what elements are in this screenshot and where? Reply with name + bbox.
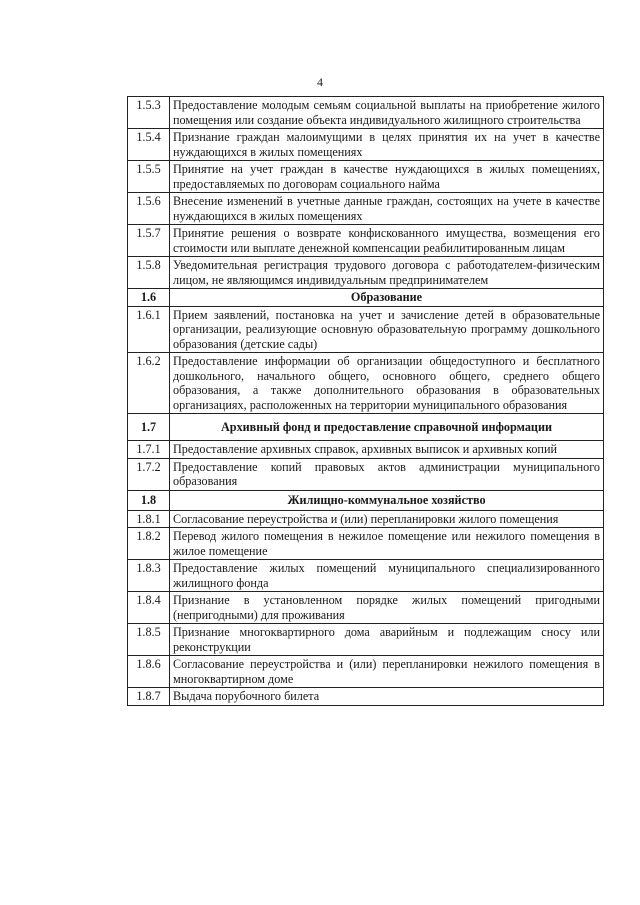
row-number: 1.7.2 xyxy=(128,458,170,490)
table-row xyxy=(128,624,604,656)
row-number: 1.8.3 xyxy=(128,560,170,592)
section-title: Образование xyxy=(170,289,604,307)
row-text: Согласование переустройства и (или) перепланировки жилого помещения xyxy=(170,510,604,528)
row-text: Признание граждан малоимущими в целях принятия их на учет в качестве нуждающихся в жилых помещениях xyxy=(170,129,604,161)
table-row xyxy=(128,656,604,688)
section-number: 1.7 xyxy=(128,414,170,441)
row-number: 1.5.8 xyxy=(128,257,170,289)
row-number: 1.8.6 xyxy=(128,656,170,688)
table-row xyxy=(128,193,604,225)
row-text: Предоставление архивных справок, архивных выписок и архивных копий xyxy=(170,441,604,459)
table-row xyxy=(128,161,604,193)
table-row xyxy=(128,688,604,706)
row-text: Признание многоквартирного дома аварийным и подлежащим сносу или реконструкции xyxy=(170,624,604,656)
table-row xyxy=(128,458,604,490)
table-row xyxy=(128,306,604,353)
row-text: Признание в установленном порядке жилых помещений пригодными (непригодными) для проживания xyxy=(170,592,604,624)
row-number: 1.6.1 xyxy=(128,306,170,353)
table-row xyxy=(128,510,604,528)
row-number: 1.5.4 xyxy=(128,129,170,161)
row-text: Предоставление молодым семьям социальной выплаты на приобретение жилого помещения или создание объекта индивидуального жилищного строительства xyxy=(170,97,604,129)
page-number: 4 xyxy=(317,75,323,89)
section-number: 1.8 xyxy=(128,490,170,510)
row-text: Уведомительная регистрация трудового договора с работодателем-физическим лицом, не являющимся индивидуальным предпринимателем xyxy=(170,257,604,289)
row-number: 1.5.5 xyxy=(128,161,170,193)
row-text: Предоставление жилых помещений муниципального специализированного жилищного фонда xyxy=(170,560,604,592)
row-number: 1.8.7 xyxy=(128,688,170,706)
row-number: 1.7.1 xyxy=(128,441,170,459)
table-row xyxy=(128,225,604,257)
table-row xyxy=(128,97,604,129)
row-number: 1.5.3 xyxy=(128,97,170,129)
row-text: Выдача порубочного билета xyxy=(170,688,604,706)
table-row xyxy=(128,560,604,592)
row-text: Внесение изменений в учетные данные граждан, состоящих на учете в качестве нуждающихся в жилых помещениях xyxy=(170,193,604,225)
row-number: 1.8.4 xyxy=(128,592,170,624)
section-title: Архивный фонд и предоставление справочной информации xyxy=(170,414,604,441)
row-number: 1.8.5 xyxy=(128,624,170,656)
row-number: 1.6.2 xyxy=(128,353,170,414)
row-text: Предоставление информации об организации общедоступного и бесплатного дошкольного, начального общего, основного общего, среднего общего образования, а также дополнительного образования в образовательных организациях, расположенных на территории муниципального образования xyxy=(170,353,604,414)
table-row xyxy=(128,353,604,414)
row-text: Предоставление копий правовых актов администрации муниципального образования xyxy=(170,458,604,490)
section-number: 1.6 xyxy=(128,289,170,307)
row-text: Принятие на учет граждан в качестве нуждающихся в жилых помещениях, предоставляемых по договорам социального найма xyxy=(170,161,604,193)
table-row xyxy=(128,441,604,459)
section-row xyxy=(128,289,604,307)
row-text: Перевод жилого помещения в нежилое помещение или нежилого помещения в жилое помещение xyxy=(170,528,604,560)
services-table xyxy=(127,96,604,706)
row-number: 1.8.1 xyxy=(128,510,170,528)
table-row xyxy=(128,528,604,560)
row-text: Принятие решения о возврате конфискованного имущества, возмещения его стоимости или выплате денежной компенсации реабилитированным лицам xyxy=(170,225,604,257)
table-row xyxy=(128,592,604,624)
section-title: Жилищно-коммунальное хозяйство xyxy=(170,490,604,510)
section-row xyxy=(128,414,604,441)
row-number: 1.5.7 xyxy=(128,225,170,257)
row-number: 1.8.2 xyxy=(128,528,170,560)
table-row xyxy=(128,257,604,289)
section-row xyxy=(128,490,604,510)
table-row xyxy=(128,129,604,161)
row-text: Прием заявлений, постановка на учет и зачисление детей в образовательные организации, реализующие основную образовательную программу дошкольного образования (детские сады) xyxy=(170,306,604,353)
row-number: 1.5.6 xyxy=(128,193,170,225)
row-text: Согласование переустройства и (или) перепланировки нежилого помещения в многоквартирном доме xyxy=(170,656,604,688)
